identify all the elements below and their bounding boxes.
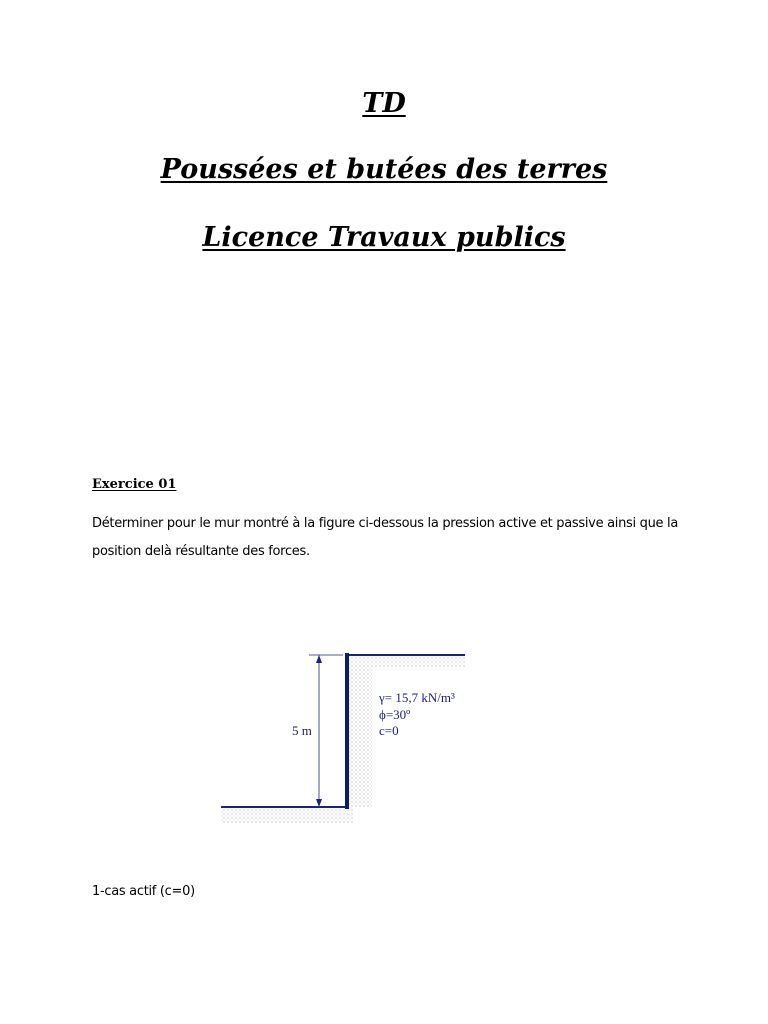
- document-program: Licence Travaux publics: [202, 222, 566, 253]
- arrow-bottom: [316, 799, 322, 807]
- exercise-statement: Déterminer pour le mur montré à la figure ci-dessous la pression active et passive ainsi que la position delà résultante des forces.: [92, 516, 679, 559]
- base-soil-hatch: [221, 807, 353, 823]
- document-title: TD: [362, 88, 406, 119]
- retaining-wall-figure: [215, 645, 475, 830]
- cohesion-label: c=0: [379, 723, 399, 738]
- arrow-top: [316, 655, 322, 663]
- wall: [345, 653, 349, 809]
- document-subject: Poussées et butées des terres: [160, 154, 608, 185]
- gamma-label: γ= 15,7 kN/m³: [379, 690, 455, 705]
- height-label: 5 m: [292, 723, 312, 738]
- question-1: 1-cas actif (c=0): [92, 884, 195, 899]
- exercise-heading: Exercice 01: [92, 477, 177, 492]
- retained-soil-hatch: [349, 655, 465, 807]
- phi-label: ϕ=30º: [379, 707, 411, 722]
